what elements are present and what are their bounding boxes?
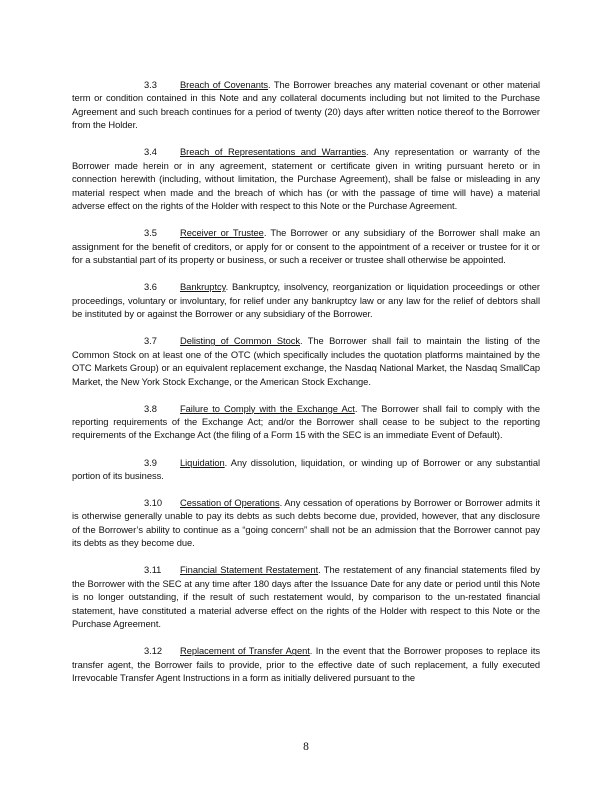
section-body: . The Borrower or any subsidiary of the Borrower shall make an assignment for the benefit of creditors, or apply for or consent to the appointment of a receiver or trustee for it or for a substantial part of its property or business, or such a receiver or trustee shall otherwise be appointed.: [72, 228, 540, 266]
page-number: 8: [303, 741, 309, 753]
section-heading: Breach of Covenants: [180, 80, 269, 90]
section-body: . Any representation or warranty of the Borrower made herein or in any agreement, statement or certificate given in writing pursuant hereto or in connection herewith (including, without limitation, the Purchase Agreement), shall be false or misleading in any material respect when made and the breach of which has (or with the passage of time will have) a material adverse effect on the rights of the Holder with respect to this Note or the Purchase Agreement.: [72, 147, 540, 212]
section-heading: Breach of Representations and Warranties: [180, 147, 366, 158]
section-heading: Delisting of Common Stock: [180, 336, 300, 347]
section-3-7: [72, 335, 540, 389]
section-number: 3.12: [144, 646, 162, 657]
section-body: . Any cessation of operations by Borrower or Borrower admits it is otherwise generally unable to pay its debts as such debts become due, provided, however, that any disclosure of the Borrower’s ability to continue as a “going concern” shall not be an admission that the Borrower cannot pay its debts as they become due.: [72, 498, 540, 549]
section-body: . Bankruptcy, insolvency, reorganization or liquidation proceedings or other proceedings, voluntary or involuntary, for relief under any bankruptcy law or any law for the relief of debtors shall be instituted by or against the Borrower or any subsidiary of the Borrower.: [72, 282, 540, 320]
section-3-11: [72, 564, 540, 631]
section-number: 3.3: [144, 80, 157, 90]
section-3-3: [72, 79, 540, 133]
section-body: . In the event that the Borrower proposes to replace its transfer agent, the Borrower fails to provide, prior to the effective date of such replacement, a fully executed Irrevocable Transfer Agent Instructions in a form as initially delivered pursuant to the: [72, 646, 540, 684]
section-number: 3.7: [144, 336, 157, 347]
section-3-5: [72, 227, 540, 267]
section-body: . The Borrower shall fail to maintain the listing of the Common Stock on at least one of the OTC (which specifically includes the quotation platforms maintained by the OTC Markets Group) or an equivalent replacement exchange, the Nasdaq National Market, the Nasdaq SmallCap Market, the New York Stock Exchange, or the American Stock Exchange.: [72, 336, 540, 387]
section-heading: Failure to Comply with the Exchange Act: [180, 403, 355, 414]
section-body: . Any dissolution, liquidation, or winding up of Borrower or any substantial portion of its business.: [72, 457, 540, 481]
section-body: . The restatement of any financial statements filed by the Borrower with the SEC at any time after 180 days after the Issuance Date for any date or period until this Note is no longer outstanding, if the result of such restatement would, by comparison to the un-restated financial statement, have constituted a material adverse effect on the rights of the Holder with respect to this Note or the Purchase Agreement.: [72, 565, 540, 630]
section-heading: Replacement of Transfer Agent: [180, 646, 310, 657]
section-number: 3.6: [144, 282, 157, 293]
section-body: . The Borrower shall fail to comply with the reporting requirements of the Exchange Act; and/or the Borrower shall cease to be subject to the reporting requirements of the Exchange Act (the filing of a Form 15 with the SEC is an immediate Event of Default).: [72, 403, 541, 441]
section-number: 3.8: [144, 403, 157, 414]
section-body: . The Borrower breaches any material covenant or other material term or condition contained in this Note and any collateral documents including but not limited to the Purchase Agreement and such breach continues for a period of twenty (20) days after written notice thereof to the Borrower from the Holder.: [72, 80, 540, 131]
section-3-6: [72, 281, 540, 321]
section-heading: Financial Statement Restatement: [180, 565, 319, 576]
section-number: 3.5: [144, 228, 157, 239]
section-3-9: [72, 457, 540, 484]
section-number: 3.10: [144, 498, 162, 509]
section-3-10: [72, 497, 540, 551]
section-3-12: [72, 645, 540, 685]
section-3-4: [72, 146, 540, 213]
document-body: [72, 79, 540, 699]
section-heading: Liquidation: [180, 457, 225, 468]
section-heading: Receiver or Trustee: [180, 228, 264, 239]
section-number: 3.11: [144, 565, 162, 576]
section-heading: Bankruptcy: [180, 282, 226, 293]
section-number: 3.9: [144, 457, 157, 468]
section-heading: Cessation of Operations: [180, 498, 280, 509]
section-number: 3.4: [144, 147, 157, 158]
section-3-8: [72, 403, 540, 443]
